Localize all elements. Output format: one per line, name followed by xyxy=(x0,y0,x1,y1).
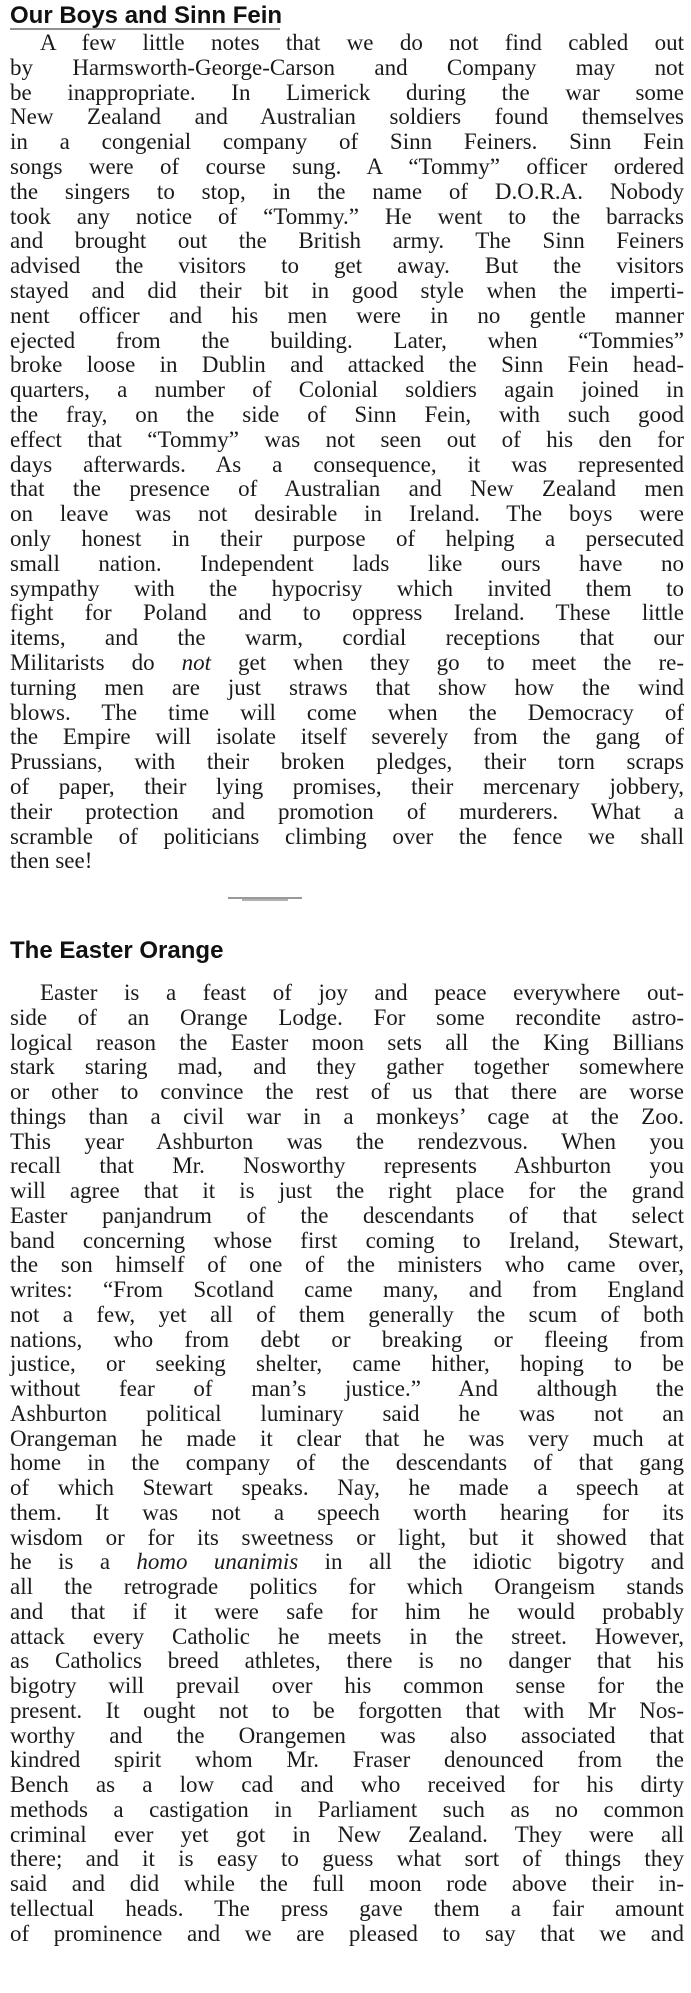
text-line: all the retrograde politics for which Orangeism stands xyxy=(10,1574,684,1599)
text-line: worthy and the Orangemen was also associated that xyxy=(10,1722,684,1748)
text-line: will agree that it is just the right place for the grand xyxy=(10,1178,684,1203)
text-line: criminal ever yet got in New Zealand. They were all xyxy=(10,1821,684,1847)
text-line: wisdom or for its sweetness or light, but it showed that xyxy=(10,1524,684,1550)
text-line: tellectual heads. The press gave them a fair amount xyxy=(10,1895,684,1921)
text-line: in a congenial company of Sinn Feiners. Sinn Fein xyxy=(10,129,684,155)
text-line: took any notice of “Tommy.” He went to the barracks xyxy=(10,203,684,229)
text-line: the fray, on the side of Sinn Fein, with such good xyxy=(10,402,684,427)
text-line: Bench as a low cad and who received for his dirty xyxy=(10,1772,684,1797)
text-line: stayed and did their bit in good style when the imperti- xyxy=(10,278,684,303)
text-line: the Empire will isolate itself severely from the gang of xyxy=(10,724,684,750)
text-line: ejected from the building. Later, when “Tommies” xyxy=(10,327,684,353)
text-line: This year Ashburton was the rendezvous. When you xyxy=(10,1128,684,1154)
text-line: nent officer and his men were in no gentle manner xyxy=(10,302,684,328)
text-line: bigotry will prevail over his common sense for the xyxy=(10,1673,684,1698)
text-line: of prominence and we are pleased to say that we and xyxy=(10,1920,684,1946)
text-line: justice, or seeking shelter, came hither, hoping to be xyxy=(10,1351,684,1377)
text-line: blows. The time will come when the Democracy of xyxy=(10,699,684,725)
text-line: present. It ought not to be forgotten that with Mr Nos- xyxy=(10,1697,684,1723)
text-line: he is a homo unanimis in all the idiotic bigotry and xyxy=(10,1549,684,1575)
text-line: New Zealand and Australian soldiers found themselves xyxy=(10,104,684,130)
text-line: quarters, a number of Colonial soldiers again joined in xyxy=(10,377,684,403)
text-line: the singers to stop, in the name of D.O.R.A. Nobody xyxy=(10,178,684,204)
text-line: of which Stewart speaks. Nay, he made a speech at xyxy=(10,1475,684,1500)
text-line: things than a civil war in a monkeys’ cage at the Zoo. xyxy=(10,1103,684,1129)
text-line: side of an Orange Lodge. For some recondite astro- xyxy=(10,1004,684,1030)
text-line: kindred spirit whom Mr. Fraser denounced from the xyxy=(10,1747,684,1773)
text-line: stark staring mad, and they gather together somewhere xyxy=(10,1054,684,1080)
text-line: turning men are just straws that show how the wind xyxy=(10,674,684,700)
text-line: writes: “From Scotland came many, and from England xyxy=(10,1277,684,1302)
text-line: not a few, yet all of them generally the scum of both xyxy=(10,1301,684,1327)
text-line: or other to convince the rest of us that there are worse xyxy=(10,1079,684,1104)
text-line: and brought out the British army. The Sinn Feiners xyxy=(10,228,684,254)
text-line: scramble of politicians climbing over the fence we shall xyxy=(10,823,684,849)
text-line: that the presence of Australian and New Zealand men xyxy=(10,476,684,502)
text-line: advised the visitors to get away. But the visitors xyxy=(10,253,684,279)
text-line: said and did while the full moon rode above their in- xyxy=(10,1871,684,1896)
text-line: effect that “Tommy” was not seen out of his den for xyxy=(10,426,684,452)
text-line: be inappropriate. In Limerick during the war some xyxy=(10,79,684,105)
text-line: A few little notes that we do not find cabled out xyxy=(40,30,684,55)
text-line: Prussians, with their broken pledges, their torn scraps xyxy=(10,749,684,775)
article-separator xyxy=(228,896,302,902)
text-line: there; and it is easy to guess what sort of things they xyxy=(10,1846,684,1872)
text-line: home in the company of the descendants of that gang xyxy=(10,1450,684,1476)
text-line: fight for Poland and to oppress Ireland. These little xyxy=(10,600,684,626)
text-line: of paper, their lying promises, their mercenary jobbery, xyxy=(10,774,684,799)
text-line: and that if it were safe for him he would probably xyxy=(10,1598,684,1624)
text-line: without fear of man’s justice.” And although the xyxy=(10,1376,684,1401)
text-line: methods a castigation in Parliament such as no common xyxy=(10,1796,684,1822)
text-line: Easter is a feast of joy and peace everywhere out- xyxy=(40,980,684,1005)
text-line: them. It was not a speech worth hearing for its xyxy=(10,1499,684,1525)
text-line: as Catholics breed athletes, there is no danger that his xyxy=(10,1648,684,1674)
text-line: their protection and promotion of murderers. What a xyxy=(10,798,684,824)
text-line: recall that Mr. Nosworthy represents Ashburton you xyxy=(10,1153,684,1179)
text-line: songs were of course sung. A “Tommy” officer ordered xyxy=(10,154,684,179)
text-line: band concerning whose first coming to Ireland, Stewart, xyxy=(10,1227,684,1253)
text-line: nations, who from debt or breaking or fleeing from xyxy=(10,1326,684,1352)
text-line: days afterwards. As a consequence, it was represented xyxy=(10,451,684,477)
text-line: the son himself of one of the ministers who came over, xyxy=(10,1252,684,1278)
text-line: small nation. Independent lads like ours have no xyxy=(10,550,684,576)
text-line: then see! xyxy=(10,848,93,874)
text-line: Easter panjandrum of the descendants of that select xyxy=(10,1202,684,1228)
text-line: sympathy with the hypocrisy which invited them to xyxy=(10,575,684,601)
text-line: attack every Catholic he meets in the street. However, xyxy=(10,1623,684,1649)
text-line: Orangeman he made it clear that he was very much at xyxy=(10,1425,684,1451)
text-line: on leave was not desirable in Ireland. The boys were xyxy=(10,501,684,527)
text-line: items, and the warm, cordial receptions that our xyxy=(10,625,684,651)
article-title-easter-orange: The Easter Orange xyxy=(10,937,224,964)
text-line: Ashburton political luminary said he was not an xyxy=(10,1400,684,1426)
text-line: Militarists do not get when they go to meet the re- xyxy=(10,650,684,675)
text-line: broke loose in Dublin and attacked the Sinn Fein head- xyxy=(10,352,684,378)
text-line: only honest in their purpose of helping a persecuted xyxy=(10,526,684,551)
text-line: logical reason the Easter moon sets all the King Billians xyxy=(10,1029,684,1055)
text-line: by Harmsworth-George-Carson and Company may not xyxy=(10,54,684,80)
article-title-our-boys: Our Boys and Sinn Fein xyxy=(10,2,283,29)
